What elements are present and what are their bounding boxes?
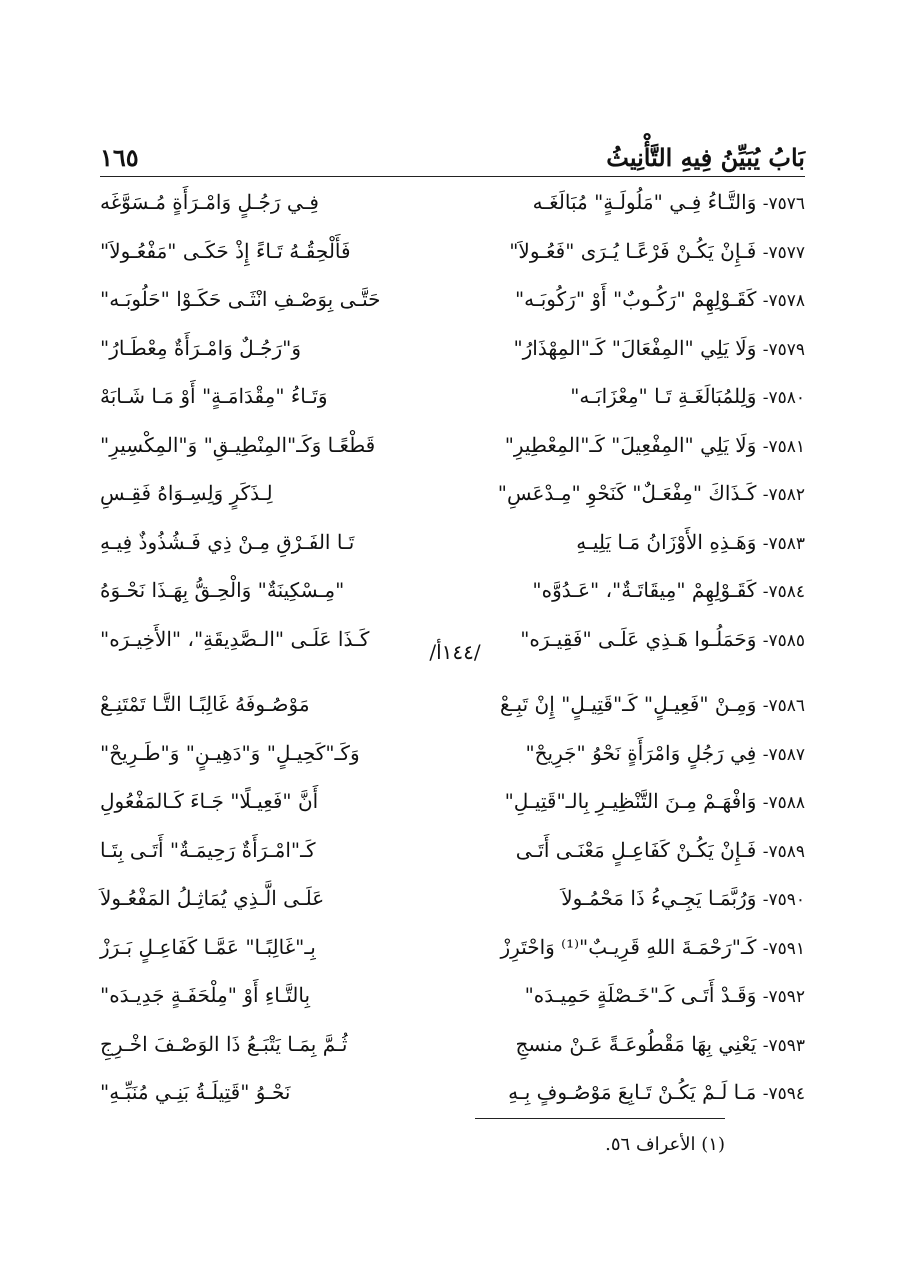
verse-first-text: كَـذَاكَ "مِفْعَـلٌ" كَنَحْوِ "مِـدْعَسِ" [497, 481, 757, 506]
verse-number: ٧٥٨٧- [762, 744, 805, 765]
verse-second-hemistich: عَلَـى الَّـذِي يُمَاثِـلُ المَفْعُـولاَ [100, 886, 325, 911]
verse-first-hemistich [475, 983, 805, 1007]
verse-first-text: وَقَـدْ أَتَـى كَـ"خَـصْلَةٍ حَمِيـدَه" [524, 983, 757, 1008]
verse-line [100, 518, 805, 567]
verse-number: ٧٥٩٤- [762, 1084, 805, 1105]
verse-first-hemistich [475, 336, 805, 360]
verse-first-text: فَـإِنْ يَكُـنْ فَرْعًـا يُـرَى "فَعُـولاَ" [509, 238, 757, 263]
verse-first-hemistich [475, 578, 805, 602]
verse-number: ٧٥٨١- [762, 436, 805, 457]
verse-second-hemistich: نَحْـوُ "قَتِيلَـةُ بَنِـي مُنَبِّـهِ" [100, 1080, 291, 1105]
verse-first-text: كَـ"رَحْمَـةَ اللهِ قَرِيـبٌ"⁽¹⁾ وَاحْتَرِزْ [500, 934, 757, 959]
verse-second-hemistich: كَـ"امْـرَأَةٌ رَحِيمَـةٌ" أَتَـى بِتَـا [100, 837, 316, 862]
verse-first-hemistich [475, 741, 805, 765]
footnote-separator [475, 1118, 725, 1119]
verse-line [100, 566, 805, 615]
verse-first-hemistich [475, 692, 805, 716]
verse-first-text: مَـا لَـمْ يَكُـنْ تَـابِعَ مَوْصُـوفٍ بِـهِ [508, 1080, 757, 1105]
verse-second-hemistich: بِـ"غَالِبًـا" عَمَّـا كَفَاعِـلٍ بَـرَزْ [100, 934, 316, 959]
verse-line [100, 469, 805, 518]
verse-number: ٧٥٨٤- [762, 582, 805, 603]
page-number: ١٦٥ [100, 143, 139, 172]
verse-first-text: يَعْنِي بِهَا مَقْطُوعَـةً عَـنْ منسجِ [515, 1031, 757, 1056]
verse-second-hemistich: فِـي رَجُـلٍ وَامْـرَأَةٍ مُـسَوَّغَه [100, 190, 319, 215]
verse-second-hemistich: مَوْصُـوفَهُ غَالِبًـا التَّـا تَمْتَنِـعْ [100, 692, 310, 717]
verse-number: ٧٥٩٢- [762, 987, 805, 1008]
verse-number: ٧٥٧٧- [762, 242, 805, 263]
footnote: (١) الأعراف ٥٦. [605, 1134, 725, 1155]
verse-number: ٧٥٨٠- [762, 388, 805, 409]
verse-first-text: وَهَـذِهِ الأَوْزَانُ مَـا يَلِيـهِ [576, 529, 757, 554]
verse-second-hemistich: قَطْعًـا وَكَـ"المِنْطِيـقِ" وَ"المِكْسِيرِ" [100, 432, 376, 457]
verse-second-hemistich: حَتَّـى بِوَصْـفِ انْثَـى حَكَـوْا "حَلُوبَـه" [100, 287, 381, 312]
verse-first-text: وَلَا يَلِي "المِفْعِيلَ" كَـ"المِعْطِيرِ" [504, 432, 757, 457]
verse-line [100, 971, 805, 1020]
verse-first-text: كَقَـوْلِهِمْ "رَكُـوبٌ" أَوْ "رَكُوبَـه" [514, 287, 757, 312]
chapter-title: بَابُ يُبَيِّنُ فِيهِ التَّأْنِيثُ [606, 143, 805, 172]
verse-number: ٧٥٧٦- [762, 194, 805, 215]
verse-number: ٧٥٨٥- [762, 630, 805, 651]
verse-number: ٧٥٨٢- [762, 485, 805, 506]
verse-first-text: كَقَـوْلِهِمْ "مِيقَاتَـةٌ"، "عَـدُوَّه" [532, 578, 757, 603]
verse-number: ٧٥٨٨- [762, 793, 805, 814]
verse-line [100, 923, 805, 972]
verse-first-hemistich [475, 1080, 805, 1104]
verse-number: ٧٥٩٣- [762, 1035, 805, 1056]
verse-number: ٧٥٨٦- [762, 696, 805, 717]
verse-first-hemistich [475, 789, 805, 813]
verse-second-hemistich: وَ"رَجُـلٌ وَامْـرَأَةٌ مِعْطَـارُ" [100, 335, 302, 360]
verse-second-hemistich: ثُـمَّ بِمَـا يَتْبَـعُ ذَا الوَصْـفَ اخْـرِجِ [100, 1031, 348, 1056]
verse-first-hemistich [475, 935, 805, 959]
verse-first-hemistich [475, 433, 805, 457]
verse-second-hemistich: أَنَّ "فَعِيـلًا" جَـاءَ كَـالمَفْعُولِ [100, 789, 319, 814]
verse-second-hemistich: كَـذَا عَلَـى "الـصَّدِيقَةِ"، "الأَخِيـرَه" [100, 626, 370, 651]
page-header [100, 128, 805, 177]
verse-first-hemistich [475, 530, 805, 554]
verse-number: ٧٥٧٨- [762, 291, 805, 312]
manuscript-folio-marker: /١٤٤أ/ [429, 640, 481, 664]
verse-line [100, 874, 805, 923]
verse-line [100, 1068, 805, 1117]
verse-first-hemistich [475, 1032, 805, 1056]
verse-second-hemistich: وَكَـ"كَحِيـلٍ" وَ"دَهِيـنٍ" وَ"طَـرِيحْ" [100, 740, 360, 765]
verse-number: ٧٥٨٣- [762, 533, 805, 554]
verses-block-2 [100, 680, 805, 1117]
verse-line [100, 680, 805, 729]
verse-number: ٧٥٨٩- [762, 841, 805, 862]
verse-first-hemistich [475, 838, 805, 862]
verse-first-text: فَـإِنْ يَكُـنْ كَفَاعِـلٍ مَعْنَـى أَتَـى [515, 837, 757, 862]
verse-line [100, 1020, 805, 1069]
verse-number: ٧٥٧٩- [762, 339, 805, 360]
verse-first-hemistich [475, 886, 805, 910]
verse-first-text: وَلَا يَلِي "المِفْعَالَ" كَـ"المِهْذَارُ" [513, 335, 757, 360]
verse-line [100, 826, 805, 875]
verse-first-hemistich [475, 481, 805, 505]
verse-number: ٧٥٩١- [762, 938, 805, 959]
verse-number: ٧٥٩٠- [762, 890, 805, 911]
verse-second-hemistich: بِالتَّـاءِ أَوْ "مِلْحَفَـةٍ جَدِيـدَه" [100, 983, 311, 1008]
verse-second-hemistich: لِـذَكَرٍ وَلِسِـوَاهُ فَقِـسِ [100, 481, 273, 506]
verse-second-hemistich: فَأَلْحِقُـهُ تَـاءً إِذْ حَكَـى "مَفْعُـولاَ" [100, 238, 351, 263]
verse-first-text: وَلِلمُبَالَغَـةِ تَـا "مِعْزَابَـه" [570, 384, 757, 409]
verse-first-text: وَمِـنْ "فَعِيـلٍ" كَـ"قَتِيـلٍ" إِنْ تَبِـعْ [500, 692, 757, 717]
verse-second-hemistich: وَتَـاءُ "مِقْدَامَـةٍ" أَوْ مَـا شَـابَهْ [100, 384, 328, 409]
verse-line [100, 421, 805, 470]
verse-line [100, 178, 805, 227]
verse-line [100, 324, 805, 373]
verse-second-hemistich: "مِـسْكِينَةٌ" وَالْحِـقُّ بِهَـذَا نَحْـوَهُ [100, 578, 345, 603]
verse-second-hemistich: تَـا الفَـرْقِ مِـنْ ذِي فَـشُذُوذٌ فِيـهِ [100, 529, 355, 554]
verse-first-hemistich [475, 287, 805, 311]
verse-first-hemistich [475, 190, 805, 214]
verse-line [100, 372, 805, 421]
verses-block-1 [100, 178, 805, 663]
verse-first-text: فِي رَجُلٍ وَامْرَأَةٍ نَحْوُ "جَرِيحْ" [525, 740, 757, 765]
verse-line [100, 275, 805, 324]
verse-first-text: وَرُبَّمَـا يَجِـيءُ ذَا مَحْمُـولاَ [561, 886, 757, 911]
verse-line [100, 729, 805, 778]
verse-first-text: وَافْهَـمْ مِـنَ التَّنْظِيـرِ بِالـ"قَتِيـلِ" [504, 789, 757, 814]
verse-first-text: وَحَمَلُـوا هَـذِي عَلَـى "فَقِيـرَه" [520, 626, 757, 651]
verse-first-text: وَالتَّـاءُ فِـي "مَلُولَـةٍ" مُبَالَغَـه [532, 190, 757, 215]
verse-first-hemistich [475, 384, 805, 408]
verse-line [100, 227, 805, 276]
verse-first-hemistich [475, 239, 805, 263]
verse-line [100, 777, 805, 826]
